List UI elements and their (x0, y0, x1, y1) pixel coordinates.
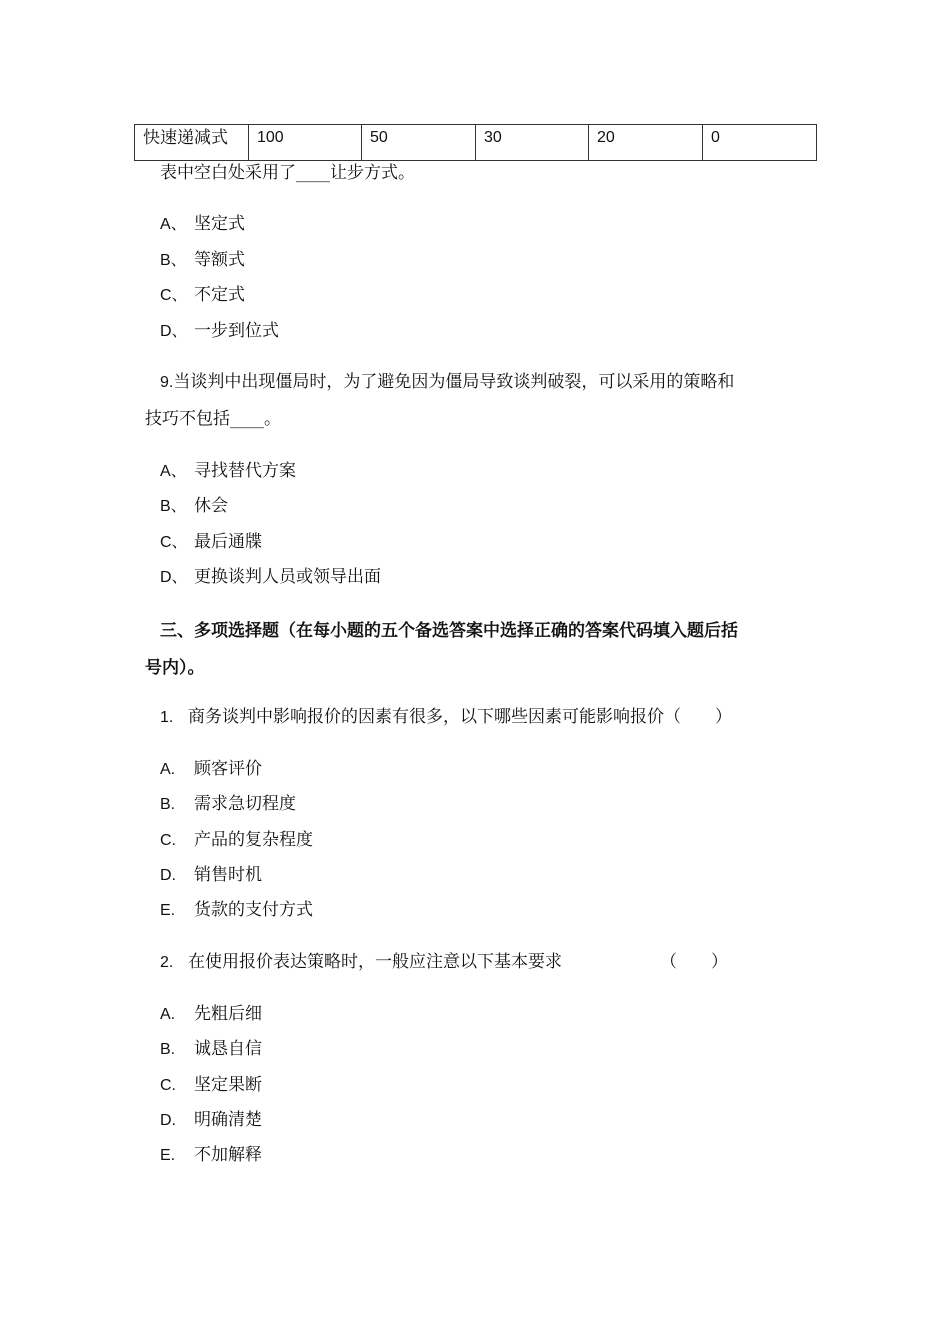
table-cell: 50 (362, 125, 476, 161)
option-letter: E. (160, 1147, 176, 1164)
question-text: 当谈判中出现僵局时，为了避免因为僵局导致谈判破裂，可以采用的策略和 (173, 372, 735, 392)
question-text: 在使用报价表达策略时，一般应注意以下基本要求 (188, 952, 562, 972)
option-text: 顾客评价 (194, 759, 262, 779)
table-row (135, 125, 817, 161)
mq1-option-e (160, 898, 313, 923)
mq1-option-d (160, 863, 262, 888)
option-letter: C. (160, 832, 176, 849)
q9-option-a (160, 459, 296, 484)
option-letter: C. (160, 1077, 176, 1094)
option-text: 明确清楚 (194, 1110, 262, 1130)
mq2-option-e (160, 1143, 262, 1168)
option-text: 不加解释 (194, 1145, 262, 1165)
question-number: 1. (160, 709, 174, 726)
option-letter: A、 (160, 216, 187, 233)
mq2-option-c (160, 1073, 262, 1098)
option-letter: C、 (160, 287, 188, 304)
mq2-option-d (160, 1108, 262, 1133)
concession-table (134, 124, 817, 161)
mq1-option-b (160, 792, 296, 817)
option-text: 诚恳自信 (194, 1039, 262, 1059)
question-number: 9. (160, 374, 174, 391)
table-cell-label: 快速递减式 (135, 125, 249, 161)
option-letter: A. (160, 1006, 176, 1023)
option-text: 更换谈判人员或领导出面 (194, 567, 381, 587)
q9-option-c (160, 530, 262, 555)
q8-option-b (160, 248, 245, 273)
option-text: 最后通牒 (194, 532, 262, 552)
mq2-answer-paren: （ ） (660, 952, 728, 972)
option-letter: B、 (160, 252, 187, 269)
section-heading-line1: 三、多项选择题（在每小题的五个备选答案中选择正确的答案代码填入题后括 (160, 621, 738, 641)
q9-option-d (160, 565, 381, 590)
q9-stem-line2: 技巧不包括____。 (145, 409, 281, 429)
option-letter: A、 (160, 463, 187, 480)
mq2-option-a (160, 1002, 262, 1027)
q8-option-c (160, 283, 245, 308)
option-letter: D、 (160, 323, 188, 340)
q8-option-a (160, 212, 245, 237)
option-text: 等额式 (194, 250, 245, 270)
option-text: 先粗后细 (194, 1004, 262, 1024)
option-text: 需求急切程度 (194, 794, 296, 814)
mq1-option-c (160, 828, 313, 853)
option-letter: D. (160, 1112, 176, 1129)
option-letter: D、 (160, 569, 188, 586)
option-text: 销售时机 (194, 865, 262, 885)
option-text: 休会 (194, 496, 228, 516)
table-cell: 30 (476, 125, 589, 161)
q9-stem-line1 (160, 370, 734, 395)
table-cell: 0 (703, 125, 817, 161)
option-letter: B、 (160, 498, 187, 515)
option-letter: A. (160, 761, 176, 778)
question-text: 商务谈判中影响报价的因素有很多，以下哪些因素可能影响报价（ ） (188, 707, 732, 727)
option-letter: C、 (160, 534, 188, 551)
section-heading-line2: 号内）。 (145, 658, 205, 678)
q9-option-b (160, 494, 228, 519)
mq1-option-a (160, 757, 262, 782)
mq2-option-b (160, 1037, 262, 1062)
mq2-stem (160, 950, 562, 975)
mq1-stem (160, 705, 732, 730)
option-text: 产品的复杂程度 (194, 830, 313, 850)
option-letter: E. (160, 902, 176, 919)
option-text: 寻找替代方案 (194, 461, 296, 481)
option-text: 不定式 (194, 285, 245, 305)
option-text: 货款的支付方式 (194, 900, 313, 920)
question-number: 2. (160, 954, 174, 971)
option-text: 一步到位式 (194, 321, 279, 341)
q8-stem: 表中空白处采用了____让步方式。 (160, 163, 415, 183)
option-text: 坚定果断 (194, 1075, 262, 1095)
table-cell: 20 (589, 125, 703, 161)
option-text: 坚定式 (194, 214, 245, 234)
table-cell: 100 (249, 125, 362, 161)
option-letter: D. (160, 867, 176, 884)
q8-option-d (160, 319, 279, 344)
option-letter: B. (160, 1041, 176, 1058)
option-letter: B. (160, 796, 176, 813)
